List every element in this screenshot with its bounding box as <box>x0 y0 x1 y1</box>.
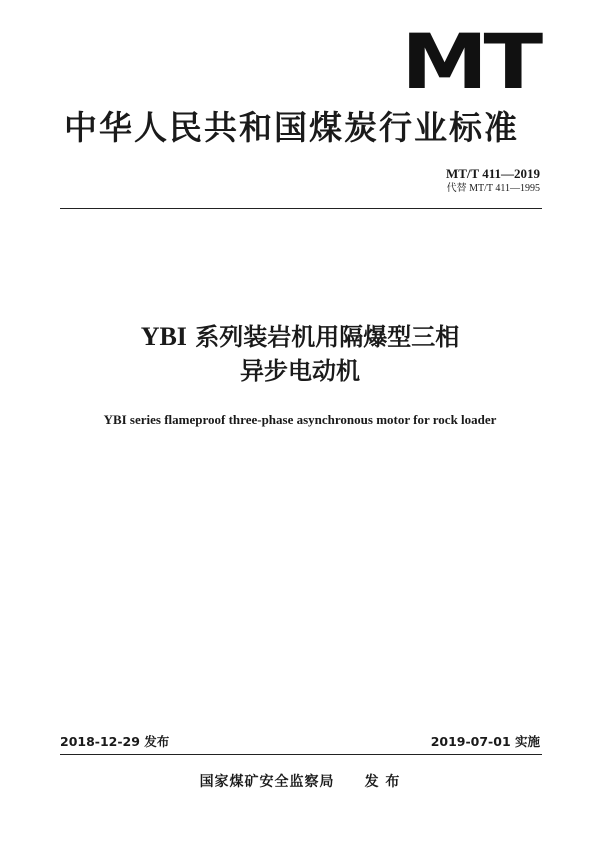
mt-logo: MT <box>400 17 538 106</box>
standard-category-title: 中华人民共和国煤炭行业标准 <box>64 108 519 147</box>
bottom-divider <box>60 754 542 755</box>
english-title: YBI series flameproof three-phase asynchronous motor for rock loader <box>103 412 497 427</box>
standard-number: MT/T 411—2019 <box>445 166 540 181</box>
implementation-date: 2019-07-01 实施 <box>430 734 540 749</box>
replaces-standard: 代替 MT/T 411—1995 <box>446 183 540 194</box>
publisher-action: 发 布 <box>364 774 401 790</box>
standard-number-block <box>446 166 540 195</box>
publisher-line <box>0 772 600 792</box>
chinese-title <box>0 320 600 388</box>
publisher-name: 国家煤矿安全监察局 <box>199 774 335 790</box>
chinese-title-line-1 <box>0 320 600 354</box>
chinese-title-line-1-text: 系列装岩机用隔爆型三相 <box>186 323 460 351</box>
chinese-title-line-2: 异步电动机 <box>240 357 360 385</box>
top-divider <box>60 208 542 209</box>
chinese-title-prefix: YBI <box>140 322 187 351</box>
issue-date: 2018-12-29 发布 <box>60 734 170 749</box>
